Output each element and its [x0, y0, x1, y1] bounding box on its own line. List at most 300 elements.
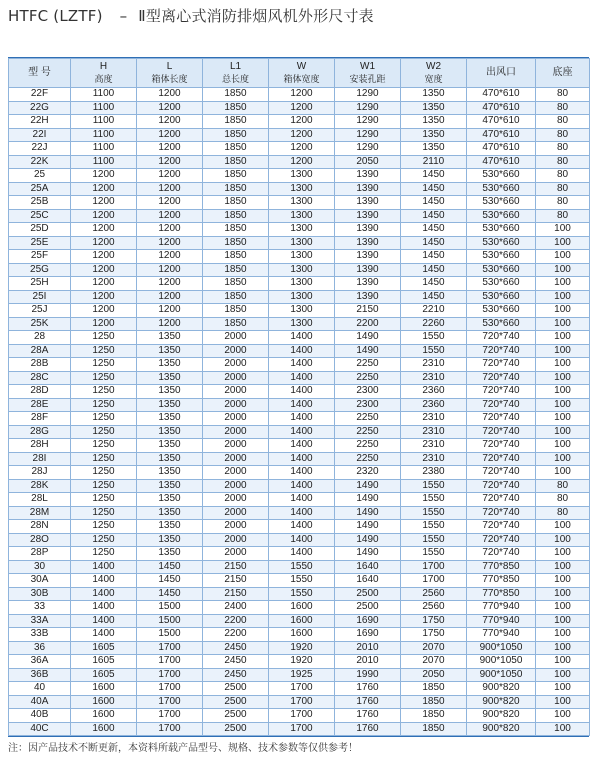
table-cell: 28H	[9, 439, 71, 453]
table-cell: 25E	[9, 236, 71, 250]
table-cell: 1550	[269, 560, 335, 574]
table-cell: 100	[536, 398, 590, 412]
table-cell: 2150	[203, 587, 269, 601]
table-cell: 80	[536, 196, 590, 210]
column-header-label: 型 号	[28, 67, 51, 78]
table-cell: 100	[536, 317, 590, 331]
table-cell: 1850	[203, 236, 269, 250]
table-row	[9, 250, 590, 264]
table-cell: 1850	[203, 182, 269, 196]
table-cell: 1200	[137, 277, 203, 291]
table-cell: 1450	[137, 560, 203, 574]
table-cell: 1760	[335, 709, 401, 723]
table-cell: 1700	[137, 695, 203, 709]
table-cell: 1390	[335, 169, 401, 183]
table-cell: 1350	[137, 520, 203, 534]
table-cell: 2500	[335, 587, 401, 601]
table-cell: 1350	[137, 331, 203, 345]
table-cell: 1490	[335, 520, 401, 534]
table-cell: 1300	[269, 169, 335, 183]
table-cell: 25C	[9, 209, 71, 223]
title-dash: –	[119, 7, 128, 25]
table-cell: 2250	[335, 439, 401, 453]
table-row	[9, 371, 590, 385]
table-cell: 25K	[9, 317, 71, 331]
table-cell: 900*820	[467, 709, 536, 723]
table-cell: 2500	[203, 722, 269, 736]
table-cell: 22K	[9, 155, 71, 169]
table-cell: 1200	[137, 250, 203, 264]
table-cell: 1100	[71, 101, 137, 115]
table-cell: 2250	[335, 412, 401, 426]
table-cell: 1200	[137, 169, 203, 183]
table-cell: 1400	[269, 358, 335, 372]
table-cell: 1605	[71, 655, 137, 669]
table-row	[9, 695, 590, 709]
table-cell: 470*610	[467, 142, 536, 156]
table-cell: 33	[9, 601, 71, 615]
table-cell: 1250	[71, 398, 137, 412]
table-cell: 530*660	[467, 223, 536, 237]
table-cell: 1850	[203, 223, 269, 237]
table-cell: 1200	[71, 317, 137, 331]
table-cell: 1500	[137, 614, 203, 628]
table-cell: 1200	[71, 169, 137, 183]
table-cell: 530*660	[467, 209, 536, 223]
table-cell: 1300	[269, 223, 335, 237]
table-row	[9, 358, 590, 372]
column-header	[9, 59, 71, 88]
table-cell: 25D	[9, 223, 71, 237]
table-cell: 530*660	[467, 236, 536, 250]
table-cell: 1850	[203, 115, 269, 129]
table-header-row	[9, 59, 590, 88]
table-cell: 2500	[203, 709, 269, 723]
table-cell: 2310	[401, 425, 467, 439]
table-cell: 2000	[203, 479, 269, 493]
table-row	[9, 614, 590, 628]
table-cell: 900*1050	[467, 641, 536, 655]
table-row	[9, 223, 590, 237]
table-cell: 2250	[335, 358, 401, 372]
table-row	[9, 641, 590, 655]
table-cell: 1400	[269, 371, 335, 385]
table-cell: 100	[536, 466, 590, 480]
table-cell: 1400	[269, 452, 335, 466]
table-cell: 1400	[269, 412, 335, 426]
table-cell: 1850	[203, 250, 269, 264]
table-cell: 28E	[9, 398, 71, 412]
table-row	[9, 587, 590, 601]
table-cell: 1450	[401, 236, 467, 250]
table-cell: 1200	[269, 115, 335, 129]
table-row	[9, 290, 590, 304]
table-cell: 40C	[9, 722, 71, 736]
table-cell: 1750	[401, 614, 467, 628]
table-cell: 25I	[9, 290, 71, 304]
table-row	[9, 128, 590, 142]
table-cell: 36	[9, 641, 71, 655]
table-cell: 100	[536, 290, 590, 304]
table-cell: 770*850	[467, 587, 536, 601]
table-cell: 1690	[335, 614, 401, 628]
table-cell: 1490	[335, 479, 401, 493]
table-cell: 100	[536, 304, 590, 318]
table-cell: 80	[536, 209, 590, 223]
table-cell: 100	[536, 601, 590, 615]
table-cell: 33B	[9, 628, 71, 642]
table-cell: 1350	[401, 101, 467, 115]
table-cell: 1450	[137, 574, 203, 588]
table-cell: 100	[536, 331, 590, 345]
table-cell: 720*740	[467, 331, 536, 345]
table-row	[9, 169, 590, 183]
table-cell: 1400	[269, 506, 335, 520]
table-row	[9, 628, 590, 642]
column-header-sublabel: 宽度	[424, 74, 443, 84]
table-cell: 1850	[203, 317, 269, 331]
table-cell: 2050	[335, 155, 401, 169]
table-row	[9, 439, 590, 453]
table-cell: 1350	[137, 398, 203, 412]
table-cell: 1700	[269, 682, 335, 696]
table-cell: 1200	[269, 155, 335, 169]
table-cell: 470*610	[467, 115, 536, 129]
table-cell: 1250	[71, 425, 137, 439]
table-cell: 100	[536, 655, 590, 669]
table-cell: 2000	[203, 506, 269, 520]
column-header	[467, 59, 536, 88]
table-cell: 2110	[401, 155, 467, 169]
table-cell: 1690	[335, 628, 401, 642]
table-cell: 100	[536, 223, 590, 237]
table-cell: 40B	[9, 709, 71, 723]
table-cell: 28D	[9, 385, 71, 399]
table-cell: 1850	[203, 277, 269, 291]
table-cell: 1600	[269, 614, 335, 628]
table-row	[9, 425, 590, 439]
table-cell: 1400	[269, 344, 335, 358]
table-cell: 1450	[401, 209, 467, 223]
table-cell: 1400	[71, 560, 137, 574]
table-cell: 100	[536, 358, 590, 372]
table-cell: 1350	[137, 533, 203, 547]
table-cell: 1350	[137, 493, 203, 507]
table-cell: 1850	[203, 142, 269, 156]
table-cell: 1300	[269, 209, 335, 223]
table-cell: 80	[536, 128, 590, 142]
table-cell: 1250	[71, 452, 137, 466]
table-cell: 530*660	[467, 290, 536, 304]
table-cell: 25F	[9, 250, 71, 264]
table-cell: 530*660	[467, 277, 536, 291]
table-cell: 1450	[401, 290, 467, 304]
table-cell: 100	[536, 277, 590, 291]
table-cell: 1300	[269, 277, 335, 291]
table-cell: 1350	[137, 371, 203, 385]
table-cell: 1300	[269, 250, 335, 264]
table-cell: 770*940	[467, 614, 536, 628]
footnote: 注：因产品技术不断更新，本资料所载产品型号、规格、技术参数等仅供参考！	[8, 743, 358, 754]
table-cell: 1450	[401, 182, 467, 196]
table-cell: 1290	[335, 88, 401, 102]
table-cell: 1640	[335, 560, 401, 574]
table-cell: 1390	[335, 290, 401, 304]
column-header-label: H	[99, 61, 108, 72]
table-row	[9, 385, 590, 399]
table-cell: 100	[536, 236, 590, 250]
table-cell: 1920	[269, 655, 335, 669]
table-cell: 720*740	[467, 398, 536, 412]
table-cell: 1450	[401, 196, 467, 210]
table-cell: 1700	[137, 722, 203, 736]
table-cell: 2250	[335, 452, 401, 466]
table-cell: 40A	[9, 695, 71, 709]
table-cell: 720*740	[467, 479, 536, 493]
table-cell: 2200	[203, 614, 269, 628]
table-cell: 22J	[9, 142, 71, 156]
table-row	[9, 412, 590, 426]
table-cell: 530*660	[467, 250, 536, 264]
table-cell: 2250	[335, 371, 401, 385]
table-cell: 2000	[203, 331, 269, 345]
table-cell: 900*1050	[467, 655, 536, 669]
table-cell: 1605	[71, 668, 137, 682]
table-cell: 1450	[137, 587, 203, 601]
table-cell: 1450	[401, 250, 467, 264]
table-cell: 1100	[71, 115, 137, 129]
column-header-label: L1	[229, 61, 242, 72]
table-cell: 1350	[137, 385, 203, 399]
table-cell: 1850	[203, 209, 269, 223]
table-cell: 1200	[137, 101, 203, 115]
table-cell: 2450	[203, 655, 269, 669]
table-cell: 2310	[401, 358, 467, 372]
table-cell: 1390	[335, 182, 401, 196]
table-cell: 100	[536, 425, 590, 439]
table-cell: 1850	[203, 155, 269, 169]
column-header	[536, 59, 590, 88]
table-cell: 2000	[203, 547, 269, 561]
table-cell: 80	[536, 479, 590, 493]
table-cell: 33A	[9, 614, 71, 628]
table-cell: 1550	[401, 533, 467, 547]
table-row	[9, 398, 590, 412]
table-row	[9, 317, 590, 331]
table-cell: 720*740	[467, 533, 536, 547]
table-cell: 2000	[203, 439, 269, 453]
table-row	[9, 304, 590, 318]
table-cell: 1250	[71, 358, 137, 372]
table-cell: 530*660	[467, 304, 536, 318]
table-cell: 2260	[401, 317, 467, 331]
table-cell: 720*740	[467, 412, 536, 426]
table-cell: 1200	[137, 263, 203, 277]
table-cell: 100	[536, 614, 590, 628]
table-cell: 25J	[9, 304, 71, 318]
table-cell: 1850	[401, 709, 467, 723]
table-cell: 1500	[137, 601, 203, 615]
table-cell: 25G	[9, 263, 71, 277]
table-cell: 25	[9, 169, 71, 183]
table-cell: 1400	[71, 614, 137, 628]
table-cell: 1500	[137, 628, 203, 642]
table-cell: 1400	[269, 520, 335, 534]
table-cell: 1850	[203, 304, 269, 318]
table-cell: 900*820	[467, 722, 536, 736]
table-cell: 1200	[137, 128, 203, 142]
table-cell: 28P	[9, 547, 71, 561]
table-cell: 720*740	[467, 358, 536, 372]
table-cell: 28B	[9, 358, 71, 372]
table-cell: 1390	[335, 236, 401, 250]
table-cell: 1200	[137, 142, 203, 156]
table-cell: 1390	[335, 250, 401, 264]
table-cell: 1490	[335, 344, 401, 358]
table-cell: 1350	[137, 506, 203, 520]
table-cell: 1250	[71, 533, 137, 547]
column-header	[71, 59, 137, 88]
table-cell: 80	[536, 169, 590, 183]
table-cell: 530*660	[467, 317, 536, 331]
table-cell: 770*850	[467, 574, 536, 588]
table-cell: 1100	[71, 142, 137, 156]
table-cell: 770*940	[467, 601, 536, 615]
table-cell: 1200	[137, 209, 203, 223]
table-cell: 1200	[269, 142, 335, 156]
table-cell: 28L	[9, 493, 71, 507]
table-cell: 2150	[203, 574, 269, 588]
table-cell: 1700	[401, 560, 467, 574]
table-cell: 100	[536, 371, 590, 385]
table-cell: 1250	[71, 520, 137, 534]
table-cell: 1350	[137, 466, 203, 480]
table-cell: 470*610	[467, 155, 536, 169]
table-cell: 100	[536, 628, 590, 642]
table-cell: 2300	[335, 398, 401, 412]
table-cell: 1400	[269, 466, 335, 480]
table-cell: 25H	[9, 277, 71, 291]
table-cell: 1350	[137, 412, 203, 426]
table-cell: 2000	[203, 412, 269, 426]
table-cell: 1200	[137, 223, 203, 237]
table-cell: 1200	[137, 317, 203, 331]
table-cell: 720*740	[467, 371, 536, 385]
table-row	[9, 331, 590, 345]
table-cell: 1550	[401, 331, 467, 345]
table-cell: 1390	[335, 196, 401, 210]
table-cell: 1350	[401, 115, 467, 129]
table-cell: 1760	[335, 722, 401, 736]
table-cell: 1850	[203, 290, 269, 304]
table-cell: 1200	[269, 88, 335, 102]
column-header-sublabel: 箱体宽度	[283, 74, 320, 84]
table-cell: 1100	[71, 128, 137, 142]
table-cell: 1200	[71, 250, 137, 264]
table-cell: 1850	[203, 196, 269, 210]
table-cell: 1550	[401, 506, 467, 520]
table-cell: 1200	[137, 155, 203, 169]
table-cell: 1350	[137, 344, 203, 358]
table-cell: 1200	[269, 128, 335, 142]
table-row	[9, 493, 590, 507]
table-cell: 1850	[203, 101, 269, 115]
column-header	[335, 59, 401, 88]
table-cell: 2000	[203, 358, 269, 372]
table-cell: 100	[536, 682, 590, 696]
table-cell: 1200	[137, 88, 203, 102]
table-cell: 1550	[401, 479, 467, 493]
table-cell: 1400	[269, 493, 335, 507]
table-row	[9, 520, 590, 534]
table-cell: 1550	[269, 574, 335, 588]
column-header-label: W1	[360, 61, 375, 72]
table-cell: 2400	[203, 601, 269, 615]
table-cell: 1300	[269, 290, 335, 304]
table-cell: 2500	[203, 682, 269, 696]
table-cell: 770*850	[467, 560, 536, 574]
table-cell: 2000	[203, 493, 269, 507]
table-cell: 1400	[269, 331, 335, 345]
table-cell: 1550	[401, 520, 467, 534]
column-header	[401, 59, 467, 88]
table-cell: 80	[536, 493, 590, 507]
table-cell: 1350	[401, 128, 467, 142]
table-row	[9, 709, 590, 723]
table-cell: 1350	[137, 425, 203, 439]
table-cell: 28M	[9, 506, 71, 520]
page-title	[8, 6, 374, 26]
table-cell: 1390	[335, 209, 401, 223]
table-cell: 1350	[401, 88, 467, 102]
table-cell: 1450	[401, 277, 467, 291]
table-row	[9, 196, 590, 210]
table-cell: 1550	[401, 547, 467, 561]
column-header	[203, 59, 269, 88]
table-row	[9, 344, 590, 358]
table-cell: 1200	[137, 304, 203, 318]
table-cell: 470*610	[467, 101, 536, 115]
table-cell: 720*740	[467, 452, 536, 466]
table-cell: 1250	[71, 331, 137, 345]
table-cell: 2150	[335, 304, 401, 318]
table-cell: 1490	[335, 547, 401, 561]
table-cell: 1700	[401, 574, 467, 588]
table-cell: 28N	[9, 520, 71, 534]
table-cell: 1400	[71, 587, 137, 601]
table-cell: 1400	[269, 439, 335, 453]
table-cell: 1600	[71, 709, 137, 723]
table-cell: 1200	[71, 263, 137, 277]
column-header-sublabel: 箱体长度	[151, 74, 188, 84]
table-cell: 1700	[269, 709, 335, 723]
table-cell: 720*740	[467, 439, 536, 453]
table-cell: 1750	[401, 628, 467, 642]
table-cell: 1450	[401, 169, 467, 183]
table-cell: 1350	[137, 479, 203, 493]
table-cell: 1200	[71, 304, 137, 318]
table-cell: 1490	[335, 506, 401, 520]
table-cell: 2310	[401, 439, 467, 453]
table-row	[9, 182, 590, 196]
table-cell: 720*740	[467, 425, 536, 439]
table-cell: 100	[536, 344, 590, 358]
table-cell: 2000	[203, 466, 269, 480]
column-header-label: L	[166, 61, 173, 72]
table-cell: 1250	[71, 439, 137, 453]
table-cell: 1250	[71, 506, 137, 520]
table-cell: 1250	[71, 493, 137, 507]
